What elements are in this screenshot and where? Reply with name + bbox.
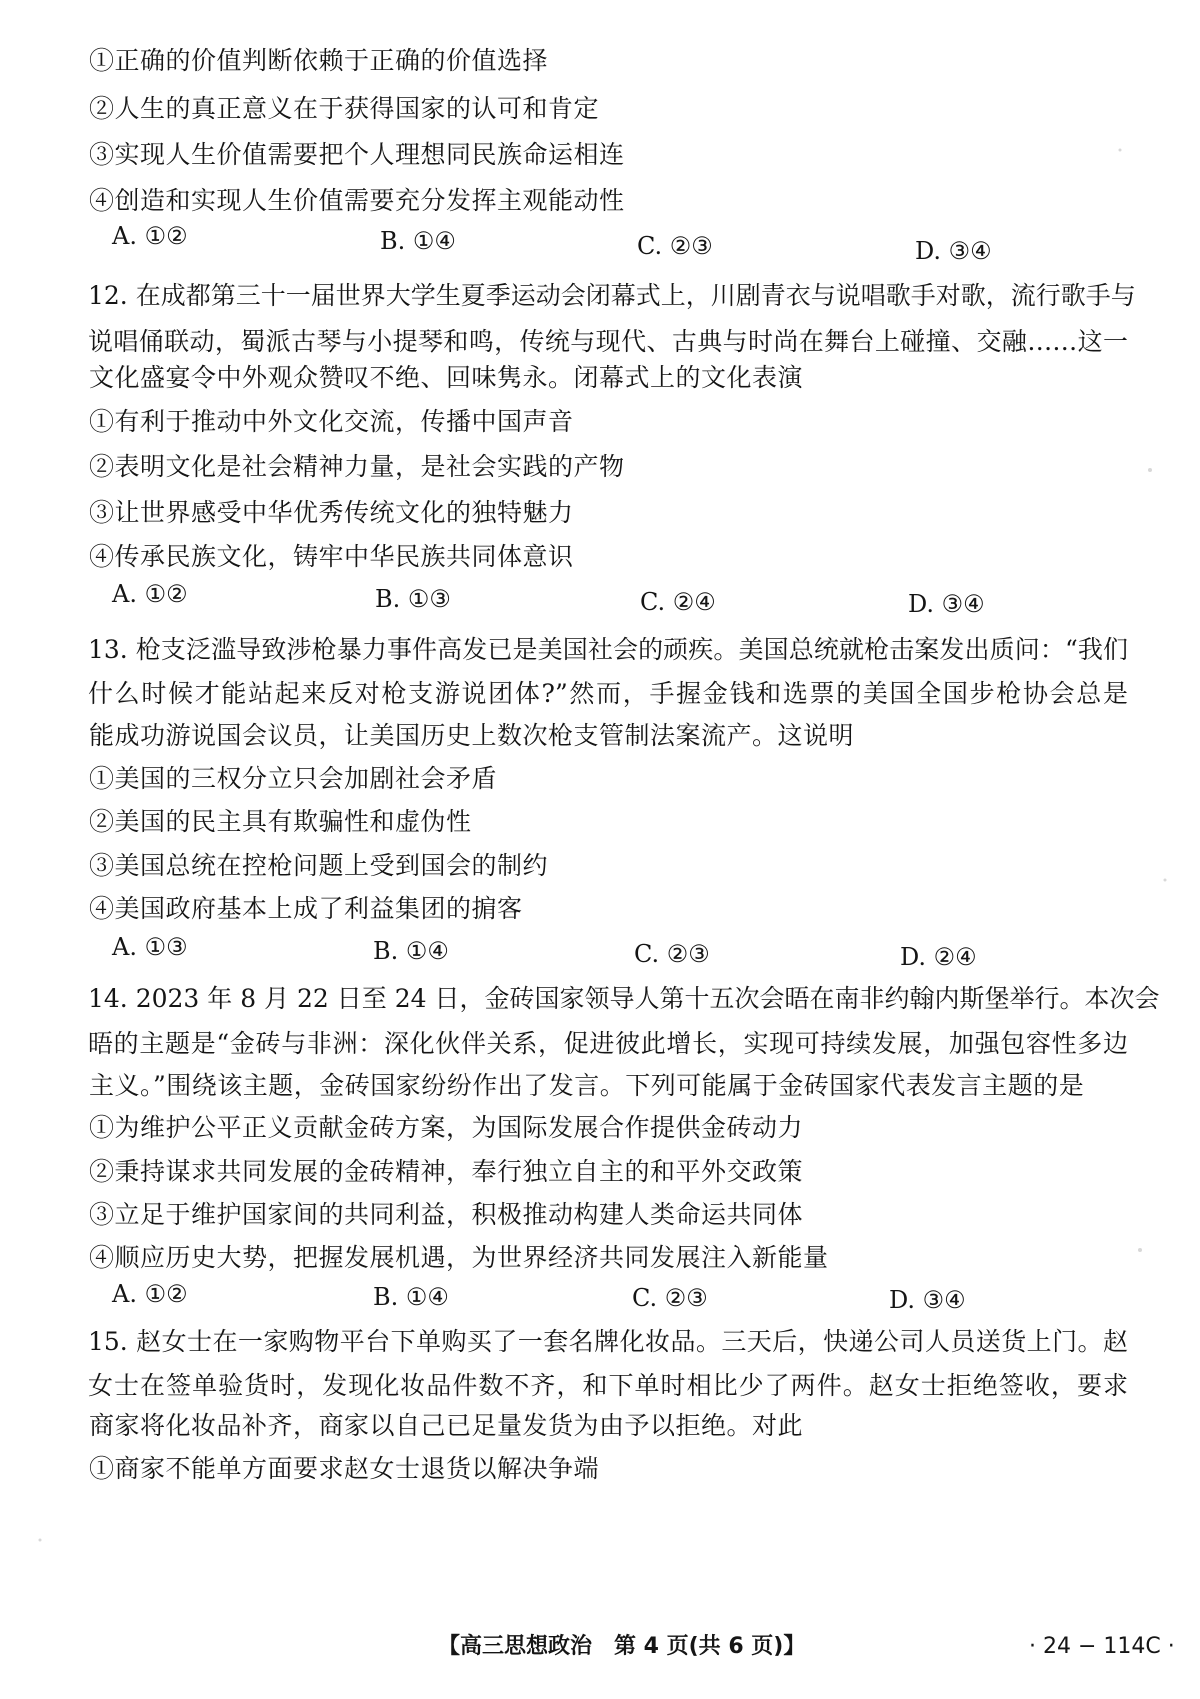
q14-stem-line-2: 晤的主题是“金砖与非洲：深化伙伴关系，促进彼此增长，实现可持续发展，加强包容性多边 (88, 1029, 1128, 1058)
q12-stem-line-3: 文化盛宴令中外观众赞叹不绝、回味隽永。闭幕式上的文化表演 (89, 363, 804, 392)
q14-choice-c: C. ②③ (632, 1284, 708, 1312)
q11-option-1: ①正确的价值判断依赖于正确的价值选择 (89, 46, 549, 75)
q11-choice-c: C. ②③ (637, 232, 713, 260)
q13-stem-line-3: 能成功游说国会议员，让美国历史上数次枪支管制法案流产。这说明 (89, 721, 855, 750)
q12-option-3: ③让世界感受中华优秀传统文化的独特魅力 (89, 498, 574, 527)
q14-stem-line-1: 14. 2023 年 8 月 22 日至 24 日，金砖国家领导人第十五次会晤在南非约翰内斯堡举行。本次会 (88, 984, 1160, 1013)
q15-stem-line-1: 15. 赵女士在一家购物平台下单购买了一套名牌化妆品。三天后，快递公司人员送货上门。赵 (88, 1327, 1128, 1356)
q14-choice-a: A. ①② (112, 1280, 188, 1308)
q14-stem-line-3: 主义。”围绕该主题，金砖国家纷纷作出了发言。下列可能属于金砖国家代表发言主题的是 (89, 1071, 1085, 1100)
q14-choice-b: B. ①④ (373, 1283, 449, 1311)
q15-stem-line-2: 女士在签单验货时，发现化妆品件数不齐，和下单时相比少了两件。赵女士拒绝签收，要求 (88, 1371, 1128, 1400)
q13-stem-line-1: 13. 枪支泛滥导致涉枪暴力事件高发已是美国社会的顽疾。美国总统就枪击案发出质问：“我们 (88, 635, 1128, 664)
q12-choice-d: D. ③④ (908, 590, 985, 618)
q15-option-1: ①商家不能单方面要求赵女士退货以解决争端 (89, 1454, 600, 1483)
q13-option-2: ②美国的民主具有欺骗性和虚伪性 (89, 807, 472, 836)
q11-choice-a: A. ①② (112, 222, 188, 250)
q14-option-3: ③立足于维护国家间的共同利益，积极推动构建人类命运共同体 (89, 1200, 804, 1229)
q12-stem-line-2: 说唱俑联动，蜀派古琴与小提琴和鸣，传统与现代、古典与时尚在舞台上碰撞、交融……这一 (88, 327, 1128, 356)
q12-option-4: ④传承民族文化，铸牢中华民族共同体意识 (89, 542, 574, 571)
q11-option-4: ④创造和实现人生价值需要充分发挥主观能动性 (89, 186, 625, 215)
q12-choice-c: C. ②④ (640, 588, 716, 616)
q13-choice-d: D. ②④ (900, 943, 977, 971)
q13-choice-b: B. ①④ (373, 937, 449, 965)
q15-stem-line-3: 商家将化妆品补齐，商家以自己已足量发货为由予以拒绝。对此 (89, 1411, 804, 1440)
q12-option-1: ①有利于推动中外文化交流，传播中国声音 (89, 407, 574, 436)
q14-option-4: ④顺应历史大势，把握发展机遇，为世界经济共同发展注入新能量 (89, 1243, 829, 1272)
q14-choice-d: D. ③④ (889, 1286, 966, 1314)
q11-choice-b: B. ①④ (380, 227, 456, 255)
footer-page-info: 【高三思想政治 第 4 页(共 6 页)】 (438, 1634, 806, 1659)
footer-code: · 24 − 114C · (1029, 1634, 1175, 1659)
q11-option-3: ③实现人生价值需要把个人理想同民族命运相连 (89, 140, 625, 169)
q13-option-4: ④美国政府基本上成了利益集团的掮客 (89, 894, 523, 923)
q13-stem-line-2: 什么时候才能站起来反对枪支游说团体?”然而，手握金钱和选票的美国全国步枪协会总是 (88, 679, 1128, 708)
q12-option-2: ②表明文化是社会精神力量，是社会实践的产物 (89, 452, 625, 481)
q14-option-1: ①为维护公平正义贡献金砖方案，为国际发展合作提供金砖动力 (89, 1113, 804, 1142)
q13-choice-c: C. ②③ (634, 940, 710, 968)
q14-option-2: ②秉持谋求共同发展的金砖精神，奉行独立自主的和平外交政策 (89, 1157, 804, 1186)
q12-choice-b: B. ①③ (375, 585, 451, 613)
q12-stem-line-1: 12. 在成都第三十一届世界大学生夏季运动会闭幕式上，川剧青衣与说唱歌手对歌，流行歌手与 (88, 281, 1136, 310)
q12-choice-a: A. ①② (112, 580, 188, 608)
q11-choice-d: D. ③④ (915, 237, 992, 265)
q13-option-3: ③美国总统在控枪问题上受到国会的制约 (89, 851, 549, 880)
q13-option-1: ①美国的三权分立只会加剧社会矛盾 (89, 764, 498, 793)
q13-choice-a: A. ①③ (112, 933, 188, 961)
q11-option-2: ②人生的真正意义在于获得国家的认可和肯定 (89, 94, 600, 123)
